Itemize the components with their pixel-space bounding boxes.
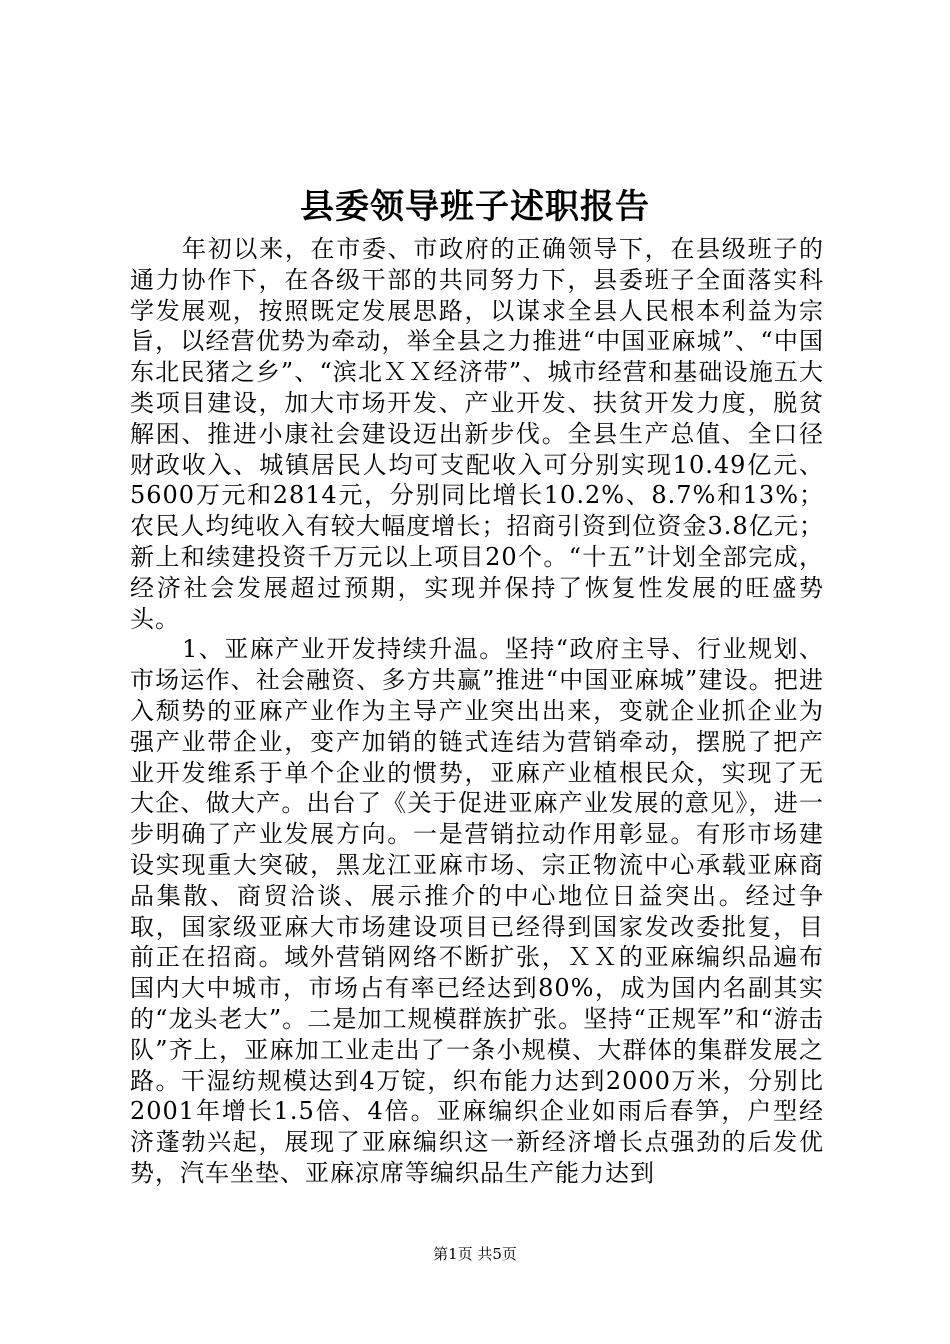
paragraph-intro: 年初以来，在市委、市政府的正确领导下，在县级班子的通力协作下，在各级干部的共同努力下，县委班子全面落实科学发展观，按照既定发展思路，以谋求全县人民根本利益为宗旨，以经营优势为牵动，举全县之力推进“中国亚麻城”、“中国东北民猪之乡”、“滨北ＸＸ经济带”、城市经营和基础设施五大类项目建设，加大市场开发、产业开发、扶贫开发力度，脱贫解困、推进小康社会建设迈出新步伐。全县生产总值、全口径财政收入、城镇居民人均可支配收入可分别实现10.49亿元、5600万元和2814元，分别同比增长10.2%、8.7%和13%；农民人均纯收入有较大幅度增长；招商引资到位资金3.8亿元；新上和续建投资千万元以上项目20个。“十五”计划全部完成，经济社会发展超过预期，实现并保持了恢复性发展的旺盛势头。 xyxy=(130,235,824,633)
document-body xyxy=(130,234,824,1189)
paragraph-flax-industry: 1、亚麻产业开发持续升温。坚持“政府主导、行业规划、市场运作、社会融资、多方共赢”推进“中国亚麻城”建设。把进入颓势的亚麻产业作为主导产业突出出来，变就企业抓企业为强产业带企业，变产加销的链式连结为营销牵动，摆脱了把产业开发维系于单个企业的惯势，亚麻产业植根民众，实现了无大企、做大产。出台了《关于促进亚麻产业发展的意见》，进一步明确了产业发展方向。一是营销拉动作用彰显。有形市场建设实现重大突破，黑龙江亚麻市场、宗正物流中心承载亚麻商品集散、商贸洽谈、展示推介的中心地位日益突出。经过争取，国家级亚麻大市场建设项目已经得到国家发改委批复，目前正在招商。域外营销网络不断扩张，ＸＸ的亚麻编织品遍布国内大中城市，市场占有率已经达到80%，成为国内名副其实的“龙头老大”。二是加工规模群族扩张。坚持“正规军”和“游击队”齐上，亚麻加工业走出了一条小规模、大群体的集群发展之路。干湿纺规模达到4万锭，织布能力达到2000万米，分别比2001年增长1.5倍、4倍。亚麻编织企业如雨后春笋，户型经济蓬勃兴起，展现了亚麻编织这一新经济增长点强劲的后发优势，汽车坐垫、亚麻凉席等编织品生产能力达到 xyxy=(130,635,824,1187)
page-footer: 第1页 共5页 xyxy=(433,1245,517,1263)
document-title: 县委领导班子述职报告 xyxy=(300,187,650,227)
